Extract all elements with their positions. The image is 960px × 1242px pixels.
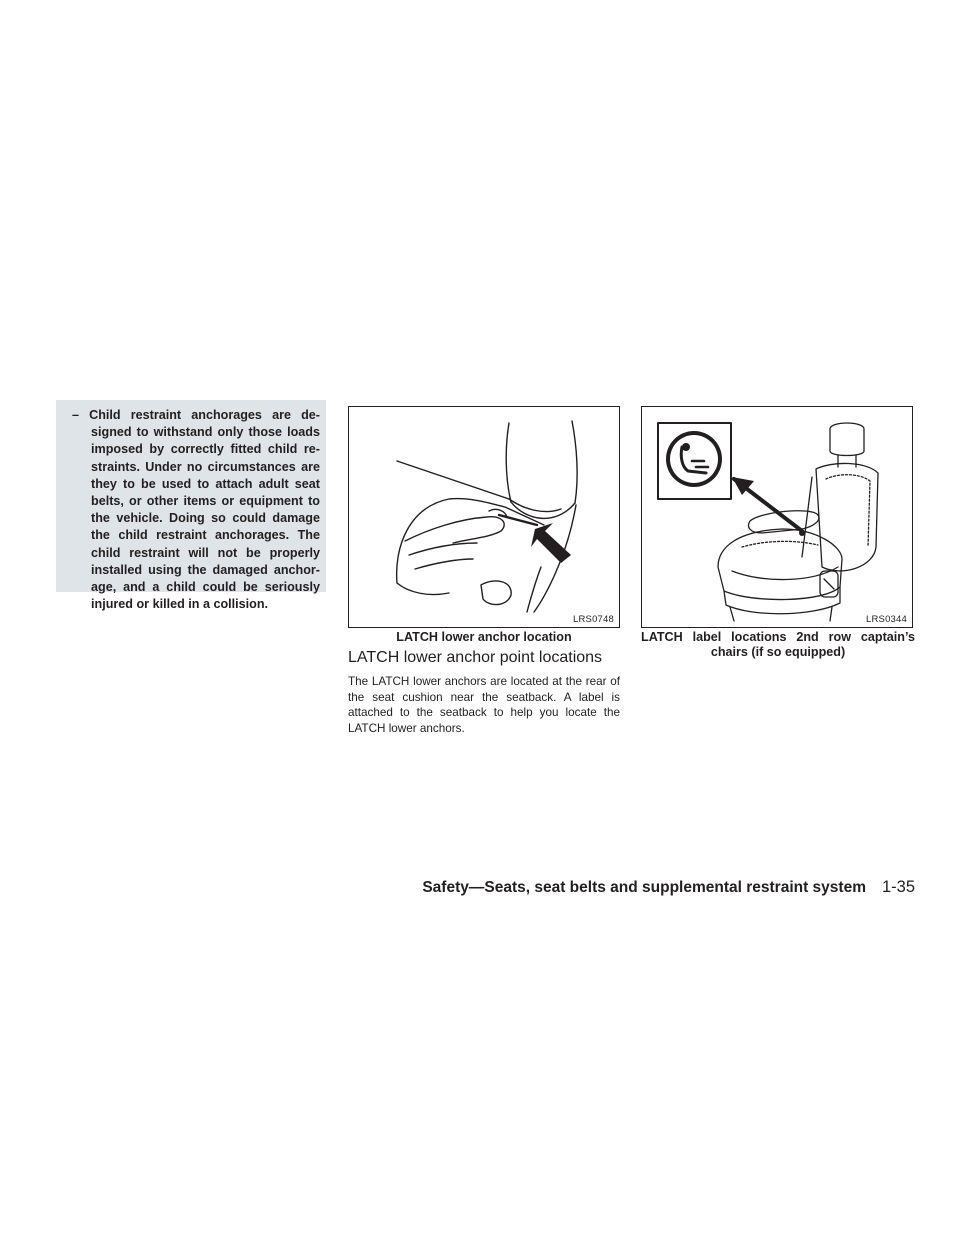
section-heading: LATCH lower anchor point locations: [348, 649, 603, 666]
figure-caption-lower-anchor: LATCH lower anchor location: [396, 630, 572, 644]
footer-chapter-title: Safety—Seats, seat belts and supplemental restraint system: [422, 879, 866, 896]
figure-lower-anchor: [348, 406, 620, 628]
figure-code: LRS0344: [865, 614, 907, 625]
captains-chair-latch-label-illustration: [642, 407, 913, 628]
figure-captains-chair: [641, 406, 913, 628]
page-number: 1-35: [882, 878, 916, 896]
section-body: The LATCH lower anchors are located at the rear of the seat cushion near the seatback. A label is attached to the seatback to help you locate the LATCH lower anchors.: [348, 675, 620, 736]
figure-code: LRS0748: [572, 614, 614, 625]
figure-caption-captains-chair: LATCH label locations 2nd row captain’s chairs (if so equipped): [641, 630, 915, 659]
hand-at-seat-crease-illustration: [349, 407, 620, 628]
warning-text: – Child restraint anchorages are de- signed to withstand only those loads imposed by correctly fitted child re- straints. Under no circumstances are they to be used to attach adult seat belts, or other items or equipment to the vehicle. Doing so could damage the child restraint anchorages. The child restraint will not be properly installed using the damaged anchor- age, and a child could be seriously injured or killed in a collision.: [72, 408, 320, 612]
warning-box: [56, 400, 326, 612]
